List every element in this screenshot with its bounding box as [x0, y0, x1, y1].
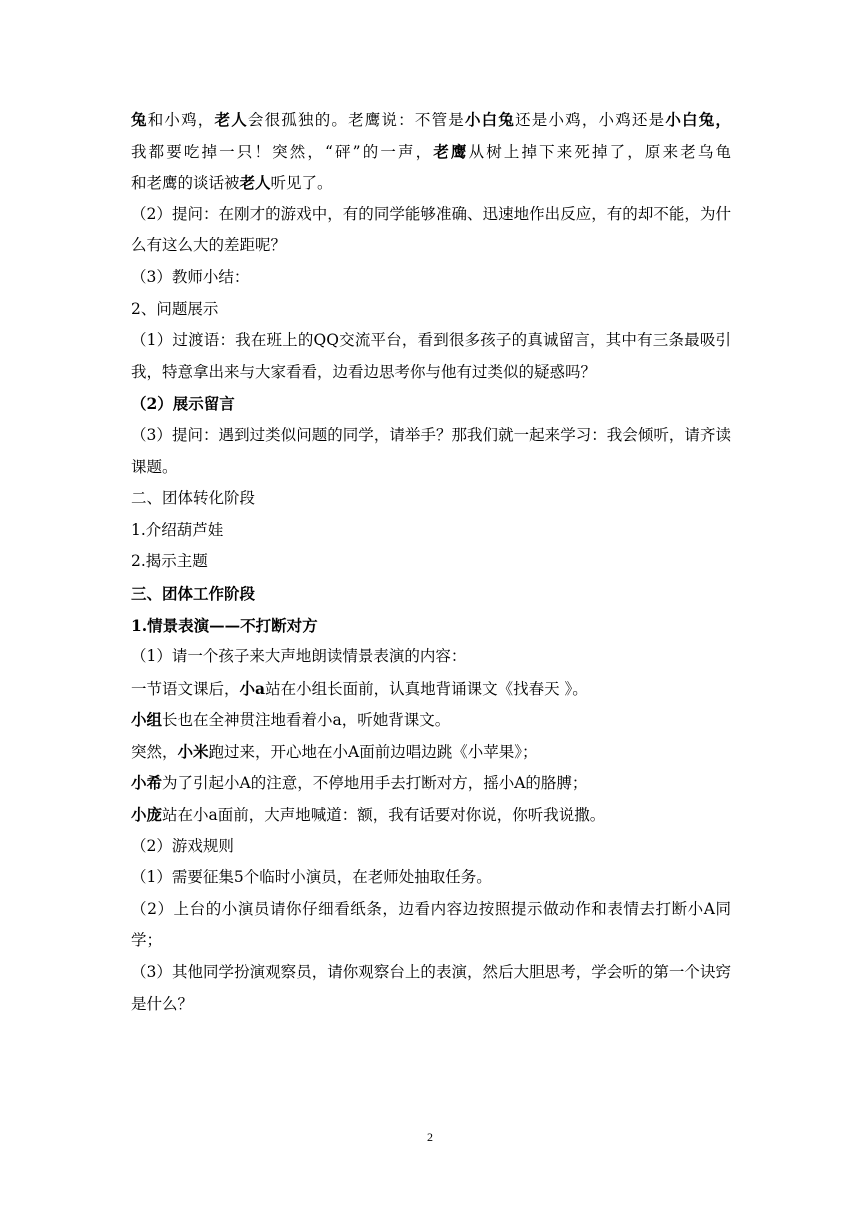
paragraph-line: [131, 104, 731, 136]
paragraph-line: （1）需要征集5个临时小演员，在老师处抽取任务。: [131, 868, 492, 887]
subsection-heading-bold: 1.情景表演——不打断对方: [131, 615, 318, 635]
text-run: 和老鹰的谈话被: [131, 174, 240, 193]
story-line: [131, 673, 731, 705]
text-run: 还是小鸡，小鸡还是: [515, 111, 666, 129]
document-body: [131, 104, 731, 1020]
text-run: 为了引起小A的注意，不停地用手去打断对方，摇小A的胳膊；: [162, 774, 588, 793]
bold-term: 小白兔，: [665, 110, 731, 129]
text-run: 会很孤独的。老鹰说：不管是: [247, 111, 465, 129]
bold-term: 老鹰: [433, 141, 469, 161]
story-line: [131, 704, 731, 736]
section-heading: 2、问题展示: [131, 299, 219, 318]
list-item: 2.揭示主题: [131, 552, 208, 571]
section-heading: 二、团体转化阶段: [131, 489, 256, 508]
bold-term: 兔: [131, 110, 148, 129]
text-run: 听见了。: [270, 174, 333, 193]
paragraph-line: （3）教师小结：: [131, 267, 250, 286]
text-run: 从树上掉下来死掉了，原来老乌龟: [468, 142, 731, 161]
page-number: 2: [427, 1130, 433, 1144]
bold-term: 小白兔: [464, 110, 516, 129]
story-line: [131, 799, 731, 831]
paragraph-line: [131, 136, 731, 168]
bold-term: 小庞: [131, 805, 163, 825]
bold-term: 小希: [131, 773, 163, 793]
text-run: 和小鸡，: [147, 111, 215, 129]
paragraph-line: （2）游戏规则: [131, 836, 234, 855]
bold-term: 小米: [177, 741, 209, 761]
text-run: 站在小组长面前，认真地背诵课文《找春天 》。: [265, 679, 588, 698]
paragraph-line: [131, 167, 731, 199]
text-run: 一节语文课后，: [131, 679, 240, 698]
question-paragraph: （3）提问：遇到过类似问题的同学，请举手？那我们就一起来学习：我会倾听，请齐读课题。: [131, 425, 731, 476]
story-line: [131, 767, 731, 799]
story-line: [131, 736, 731, 768]
question-paragraph: （2）提问：在刚才的游戏中，有的同学能够准确、迅速地作出反应，有的却不能，为什么有这么大的差距呢？: [131, 204, 731, 255]
rule-paragraph: （2）上台的小演员请你仔细看纸条，边看内容边按照提示做动作和表情去打断小A同学；: [131, 899, 731, 950]
text-run: 站在小a面前，大声地喊道：额，我有话要对你说，你听我说撒。: [162, 806, 606, 825]
bold-term: 小组: [131, 710, 163, 730]
text-run: 长也在全神贯注地看着小a，听她背课文。: [162, 711, 451, 730]
list-item: 1.介绍葫芦娃: [131, 520, 224, 539]
text-run: 我都要吃掉一只！突然，“砰”的一声，: [131, 142, 434, 161]
text-run: 跑过来，开心地在小A面前边唱边跳《小苹果》；: [208, 742, 538, 761]
rule-paragraph: （3）其他同学扮演观察员，请你观察台上的表演，然后大胆思考，学会听的第一个诀窍是什么？: [131, 963, 731, 1013]
transition-paragraph: （1）过渡语：我在班上的QQ交流平台，看到很多孩子的真诚留言，其中有三条最吸引我，特意拿出来与大家看看，边看边思考你与他有过类似的疑惑吗？: [131, 331, 731, 381]
text-run: 突然，: [131, 742, 178, 761]
bold-term: 老人: [239, 173, 271, 193]
paragraph-line: （1）请一个孩子来大声地朗读情景表演的内容：: [131, 647, 467, 666]
bold-term: 小a: [239, 678, 266, 698]
section-heading-bold: 三、团体工作阶段: [131, 583, 256, 603]
bold-subheading: （2）展示留言: [131, 394, 235, 414]
bold-term: 老人: [214, 110, 248, 129]
